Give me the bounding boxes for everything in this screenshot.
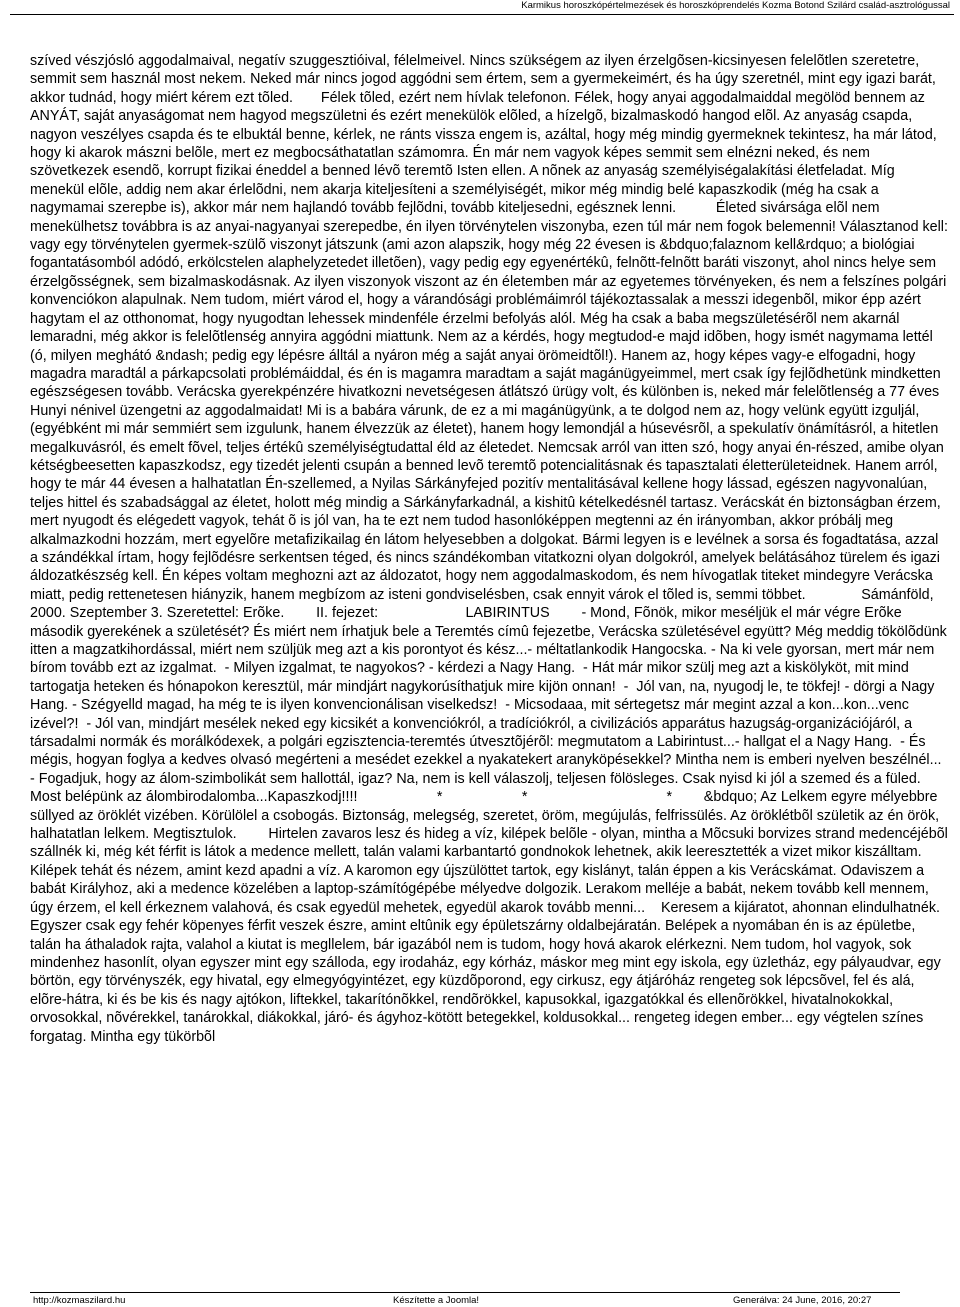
footer-generated-date: Generálva: 24 June, 2016, 20:27 [733, 1295, 872, 1306]
article-text: szíved vészjósló aggodalmaival, negatív szuggesztióival, félelmeivel. Nincs szükségem az ilyen érzelgõsen-kicsinyesen felelõtlen szeretetre, semmit sem használ most nekem. Neked már nincs jogod aggódni sem értem, sem a gyermekeimért, és ha úgy szeretnél, mint egy igazi barát, akkor tudnád, hogy miért kérem ezt tõled. Félek tõled, ezért nem hívlak telefonon. Félek, hogy anyai aggodalmaiddal megölöd bennem az ANYÁT, saját anyaságomat nem hagyod megszületni és ezért menekülök elõled, a hízelgõ, bizalmaskodó hangod elõl. Az anyaság csapda, nagyon veszélyes csapda és te elbuktál benne, kérlek, ne ránts vissza engem is, azáltal, hogy még mindig gyermeknek tekintesz, ha már látod, hogy ki akarok mászni belõle, mert ez megbocsáthatatlan számomra. Én már nem vagyok képes semmit sem elnézni neked, és nem szövetkezek esendõ, korrupt fizikai éneddel a benned lévõ teremtõ Isten ellen. A nõnek az anyaság személyiségalakítási életfeladat. Míg menekül elõle, addig nem akar érlelõdni, nem akarja kiteljesíteni a személyiségét, mikor még mindig belé kapaszkodik (még ha csak a nagymamai szerepbe is), akkor már nem hajlandó tovább fejlõdni, tovább kiteljesedni, egésznek lenni. Életed sivársága elõl nem menekülhetsz továbbra is az anyai-nagyanyai szerepedbe, én ilyen törvénytelen viszonyba, ezen túl már nem fogok belemenni! Választanod kell: vagy egy törvénytelen gyermek-szülõ viszonyt játszunk (ami azon alapszik, hogy még 22 évesen is &bdquo;falaznom kell&rdquo; a biológiai fogantatásomból adódó, erkölcstelen alaphelyzetedet illetõen), vagy pedig egy egyenértékû, felnõtt-felnõtt baráti viszonyt, ahol nincs helye sem érzelgõsségnek, sem bizalmaskodásnak. Az ilyen viszonyok viszont az én életemben már az egyetemes törvényeken, és nem a felszínes polgári konvenciókon alapulnak. Nem tudom, miért várod el, hogy a várandósági problémáimról tájékoztassalak a messzi idegenbõl, mikor épp azért hagytam el az otthonomat, hogy nyugodtan lehessek mindenféle érzelmi befolyás alól. Még ha csak a baba megszületésérõl nem akarnál lemaradni, még akkor is felelõtlenség annyira aggódni miattunk. Nem az a kérdés, hogy megtudod-e majd idõben, hogy ismét nagymama lettél (ó, milyen meghátó &ndash; pedig egy lépésre álltál a nyáron még a saját anyai örömeidtõl!). Hanem az, hogy képes vagy-e elfogadni, hogy magadra maradtál a párkapcsolati problémáiddal, és én is magamra maradtam a saját magánügyeimmel, mert csak így fejlõdhetünk mindketten egészségesen tovább. Verácska gyerekpénzére hivatkozni nevetségesen átlátszó ürügy volt, és különben is, neked már felelõtlenség a 77 éves Hunyi nénivel üzengetni az aggodalmaidat! Mi is a babára várunk, de ez a mi magánügyünk, a te dolgod nem az, hogy velünk együtt izguljál, (egyébként mi már semmiért sem izgulunk, hanem élvezzük az életet), hanem hogy lemondjál a húsevésrõl, a spekulatív önámításról, a hitetlen megalkuvásról, és emelt fõvel, teljes értékû személyiségtudattal éld az életedet. Nemcsak arról van itten szó, hogy anyai én-részed, amibe olyan kétségbeesetten kapaszkodsz, egy tizedét jelenti csupán a benned levõ teremtõ potencialitásnak és tapasztalati életterületeidnek. Hanem arról, hogy te már 44 évesen a halhatatlan Én-szellemed, a Nyilas Sárkányfejed pozitív mentalitásával kellene hogy lássad, egészen nagyvonalúan, teljes hittel és szabadsággal az életet, holott még mindig a Sárkányfarkadnál, a kishitû kételkedésnél tartasz. Verácskát én biztonságban érzem, mert nyugodt és elégedett vagyok, tehát õ is jól van, ha te ezt nem tudod hasonlóképpen megtenni az én irányomban, akkor próbálj meg alkalmazkodni hozzám, mert egyelõre metafizikailag én látom helyesebben a dolgokat. Bármi legyen is e levélnek a sorsa és fogadtatása, azzal a szándékkal írtam, hogy fejlõdésre serkentsen téged, és nincs szándékomban vitatkozni olyan dolgokról, amelyek belátásához türelem és igazi áldozatkészség kell. Én képes voltam meghozni azt az áldozatot, hogy nem aggodalmaskodom, és nem hívogatlak titeket mindegyre Verácska miatt, pedig rettenetesen hiányzik, hanem megbízom az isteni gondviselésben, csak ennyit várok el tõled is, semmi többet. Sámánföld, 2000. Szeptember 3. Szeretettel: Erõke. II. fejezet: LABIRINTUS - Mond, Fõnök, mikor meséljük el már végre Erõke második gyerekének a születését? És miért nem írhatjuk bele a Teremtés címû fejezetbe, Verácska születésével együtt? Még meddig tökölõdünk itten a magzatkihordással, miért nem szüljük meg azt a kis porontyot és kész...- méltatlankodik Hangocska. - Na ki vele gyorsan, mert már nem bírom tovább ezt az izgalmat. - Milyen izgalmat, te nagyokos? - kérdezi a Nagy Hang. - Hát már mikor szülj meg azt a kiskölyköt, mit mind tartogatja heteken és hónapokon keresztül, már mindjárt nagykorúsíthatjuk mire kijön onnan! - Jól van, na, nyugodj le, te tökfej! - dörgi a Nagy Hang. - Szégyelld magad, ha még te is ilyen konvencionálisan viselkedsz! - Micsodaaa, mit sértegetsz már megint azzal a kon...kon...venc izével?! - Jól van, mindjárt mesélek neked egy kicsikét a konvenciókról, a tradíciókról, a civilizációs apparátus hazugság-organizációjáról, a társadalmi normák és morálkódexek, a polgári egzisztencia-teremtés útvesztõjérõl: megmutatom a Labirintust...- hallgat el a Nagy Hang. - És mégis, hogyan foglya a kedves olvasó megérteni a mesédet ezekkel a nyakatekert aranyköpésekkel? Mintha nem is emberi nyelven beszélnél... - Fogadjuk, hogy az álom-szimbolikát sem hallottál, igaz? Na, nem is kell válaszolj, teljesen fölösleges. Csak nyisd ki jól a szemed és a füled. Most belépünk az álombirodalomba...Kapaszkodj!!!! * * * &bdquo; Az Lelkem egyre mélyebbre süllyed az öröklét vizében. Körülölel a csobogás. Biztonság, melegség, szeretet, öröm, megújulás, felfrissülés. Az öröklétbõl születik az én örök, halhatatlan lelkem. Megtisztulok. Hirtelen zavaros lesz és hideg a víz, kilépek belõle - olyan, mintha a Mõcsuki borvizes strand medencéjébõl szállnék ki, még két férfit is látok a medence mellett, talán valami karbantartó gondnokok lehetnek, akik leeresztették a vizet mikor kiszálltam. Kilépek tehát és nézem, amint kezd apadni a víz. A karomon egy újszülöttet tartok, egy kislányt, talán éppen a kis Verácskámat. Odaviszem a babát Királyhoz, aki a medence közelében a laptop-számítógépébe mélyedve dolgozik. Lerakom melléje a babát, nekem tovább kell mennem, úgy érzem, el kell érkeznem valahová, és csak egyedül mehetek, egyedül akarok tovább menni... Keresem a kijáratot, ahonnan elindulhatnék. Egyszer csak egy fehér köpenyes férfit veszek észre, amint eltûnik egy épületszárny oldalbejáratán. Belépek a nyomában én is az épületbe, talán ha áthaladok rajta, valahol a kiutat is megllelem, bár igazából nem is tudom, hogy hová akarok elérkezni. Nem tudom, hol vagyok, sok mindenhez hasonlít, olyan egyszer mint egy szálloda, egy irodaház, egy kórház, máskor meg mint egy iskola, egy üzletház, egy pályaudvar, egy börtön, egy törvényszék, egy hivatal, egy elmegyógyintézet, egy küzdõporond, egy cirkusz, egy átjáróház rengeteg sok lépcsõvel, fel és alá, elõre-hátra, ki és be kis és nagy ajtókon, liftekkel, takarítónõkkel, rendõrökkel, kapusokkal, igazgatókkal és ellenõrökkel, hivatalnokokkal, orvosokkal, nõvérekkel, tanárokkal, diákokkal, járó- és ágyhoz-kötött betegekkel, koldusokkal... rengeteg idegen ember... egy végtelen színes forgatag. Mintha egy tükörbõl [30, 53, 952, 1045]
page-header [0, 0, 960, 14]
footer-divider [30, 1292, 900, 1293]
footer-made-by: Készítette a Joomla! [393, 1295, 480, 1306]
footer-site-link[interactable]: http://kozmaszilard.hu [33, 1295, 126, 1306]
site-title: Karmikus horoszkópértelmezések és horoszkóprendelés Kozma Botond Szilárd család-asztrológussal [521, 0, 950, 11]
header-divider [10, 14, 954, 15]
article-body [30, 52, 952, 1292]
page-footer [0, 1292, 960, 1307]
